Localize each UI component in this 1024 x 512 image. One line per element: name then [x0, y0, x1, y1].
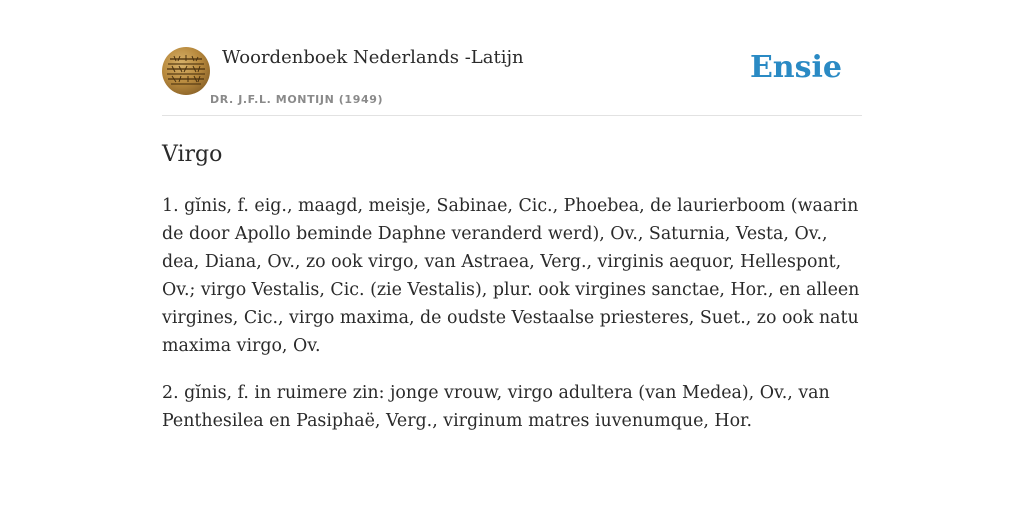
dictionary-header — [162, 0, 862, 116]
entry-card — [162, 0, 862, 512]
ensie-logo-link[interactable]: Ensie — [749, 50, 842, 85]
dictionary-title[interactable]: Woordenboek Nederlands -Latijn — [222, 47, 524, 68]
entry-title: Virgo — [162, 142, 223, 167]
book-cover-icon[interactable] — [162, 47, 210, 95]
definition-list — [162, 192, 862, 454]
definition-item: 2. gĭnis, f. in ruimere zin: jonge vrouw, virgo adultera (van Medea), Ov., van Penthesilea en Pasiphaë, Verg., virginum matres iuvenumque, Hor. — [162, 383, 830, 431]
dictionary-author: DR. J.F.L. MONTIJN (1949) — [210, 93, 384, 106]
definition-item: 1. gĭnis, f. eig., maagd, meisje, Sabinae, Cic., Phoebea, de laurierboom (waarin de door Apollo beminde Daphne veranderd werd), Ov., Saturnia, Vesta, Ov., dea, Diana, Ov., zo ook virgo, van Astraea, Verg., virginis aequor, Hellespont, Ov.; virgo Vestalis, Cic. (zie Vestalis), plur. ook virgines sanctae, Hor., en alleen virgines, Cic., virgo maxima, de oudste Vestaalse priesteres, Suet., zo ook natu maxima virgo, Ov. — [162, 196, 860, 356]
